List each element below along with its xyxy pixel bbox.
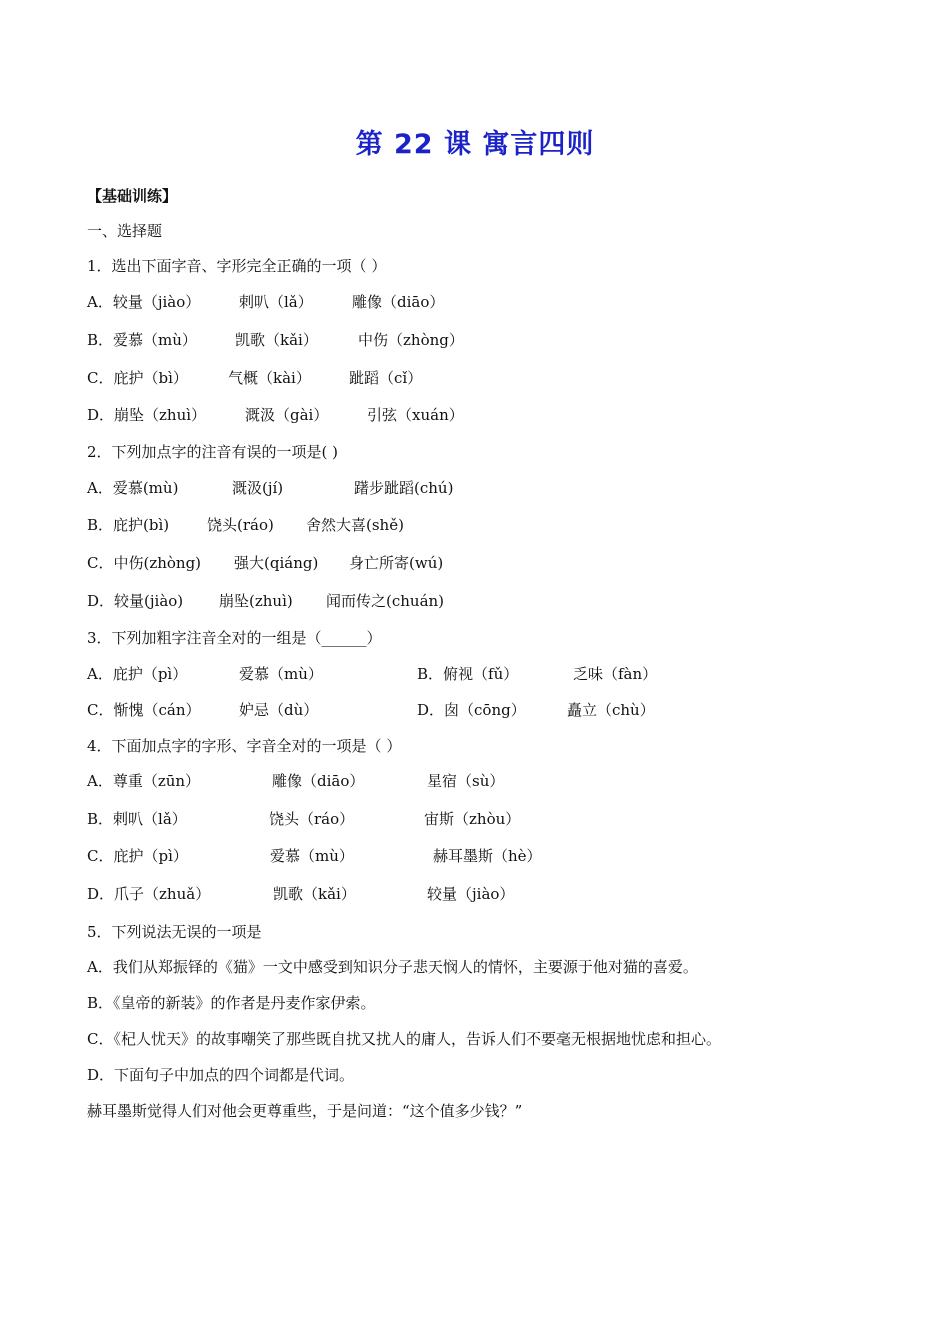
question-5-option-d: D．下面句子中加点的四个词都是代词。 (87, 1066, 355, 1084)
question-4-option-b (87, 809, 520, 829)
option-item: D．囱（cōng） (417, 701, 526, 719)
option-item: 乏味（fàn） (573, 665, 658, 683)
option-item: 宙斯（zhòu） (424, 810, 521, 828)
question-1-option-d (87, 405, 464, 425)
question-5-option-b: B．《皇帝的新装》的作者是丹麦作家伊索。 (87, 994, 376, 1012)
option-item: 雕像（diāo） (352, 293, 445, 311)
question-2-stem: 2．下列加点字的注音有误的一项是( ) (87, 443, 339, 461)
option-item: 崩坠(zhuì) (219, 592, 293, 610)
option-item: 凯歌（kǎi） (235, 331, 318, 349)
option-item: 溉汲（gài） (245, 406, 329, 424)
option-item: 赫耳墨斯（hè） (433, 847, 542, 865)
option-item: C．惭愧（cán） (87, 701, 201, 719)
question-1-stem: 1．选出下面字音、字形完全正确的一项（ ） (87, 257, 387, 275)
option-item: 躇步跐蹈(chú) (354, 479, 454, 497)
option-item: A．较量（jiào） (87, 293, 201, 311)
option-item: 凯歌（kǎi） (273, 885, 356, 903)
option-item: 中伤（zhòng） (358, 331, 464, 349)
option-item: B．俯视（fǔ） (417, 665, 519, 683)
option-item: D．爪子（zhuǎ） (87, 885, 211, 903)
question-3-stem: 3．下列加粗字注音全对的一组是（______） (87, 629, 382, 647)
question-3-option-cd (87, 700, 655, 720)
question-3-option-ab (87, 664, 657, 684)
question-1-option-b (87, 330, 464, 350)
question-4-option-a (87, 771, 504, 791)
question-1-option-a (87, 292, 444, 312)
section-heading: 【基础训练】 (87, 187, 178, 205)
option-item: 爱慕（mù） (239, 665, 323, 683)
option-item: 舍然大喜(shě) (306, 516, 404, 534)
question-4-stem: 4．下面加点字的字形、字音全对的一项是（ ） (87, 737, 402, 755)
option-item: A．爱慕(mù) (87, 479, 179, 497)
option-item: B．庇护(bì) (87, 516, 170, 534)
option-item: 身亡所寄(wú) (349, 554, 444, 572)
option-item: 剌叭（lǎ） (239, 293, 313, 311)
question-2-option-c (87, 553, 443, 573)
option-item: 饶头(ráo) (207, 516, 274, 534)
part-heading: 一、选择题 (87, 222, 163, 240)
option-item: D．崩坠（zhuì） (87, 406, 207, 424)
question-5-stem: 5．下列说法无误的一项是 (87, 923, 262, 941)
question-1-option-c (87, 368, 422, 388)
option-item: C．庇护（bì） (87, 369, 188, 387)
option-item: B．爱慕（mù） (87, 331, 197, 349)
option-item: 矗立（chù） (567, 701, 655, 719)
question-2-option-a (87, 478, 453, 498)
question-4-option-c (87, 846, 542, 866)
option-item: D．较量(jiào) (87, 592, 184, 610)
option-item: 雕像（diāo） (272, 772, 365, 790)
option-item: 爱慕（mù） (270, 847, 354, 865)
question-4-option-d (87, 884, 514, 904)
option-item: C．庇护（pì） (87, 847, 188, 865)
question-2-option-b (87, 515, 404, 535)
option-item: 饶头（ráo） (269, 810, 355, 828)
page-title: 第 22 课 寓言四则 (355, 129, 595, 160)
question-5-option-c: C．《杞人忧天》的故事嘲笑了那些既自扰又扰人的庸人，告诉人们不要毫无根据地忧虑和担心。 (87, 1030, 721, 1048)
option-item: 星宿（sù） (427, 772, 505, 790)
option-item: 跐蹈（cǐ） (349, 369, 423, 387)
option-item: 气概（kài） (228, 369, 311, 387)
option-item: B．剌叭（lǎ） (87, 810, 187, 828)
option-item: 较量（jiào） (427, 885, 515, 903)
option-item: 闻而传之(chuán) (326, 592, 445, 610)
example-sentence: 赫耳墨斯觉得人们对他会更尊重些，于是问道：“这个值多少钱？” (87, 1102, 523, 1120)
option-item: C．中伤(zhòng) (87, 554, 202, 572)
option-item: A．尊重（zūn） (87, 772, 201, 790)
option-item: 溉汲(jí) (232, 479, 284, 497)
option-item: 引弦（xuán） (367, 406, 464, 424)
option-item: 妒忌（dù） (239, 701, 319, 719)
question-2-option-d (87, 591, 444, 611)
question-5-option-a: A．我们从郑振铎的《猫》一文中感受到知识分子悲天悯人的情怀，主要源于他对猫的喜爱。 (87, 958, 698, 976)
option-item: 强大(qiáng) (234, 554, 319, 572)
option-item: A．庇护（pì） (87, 665, 188, 683)
